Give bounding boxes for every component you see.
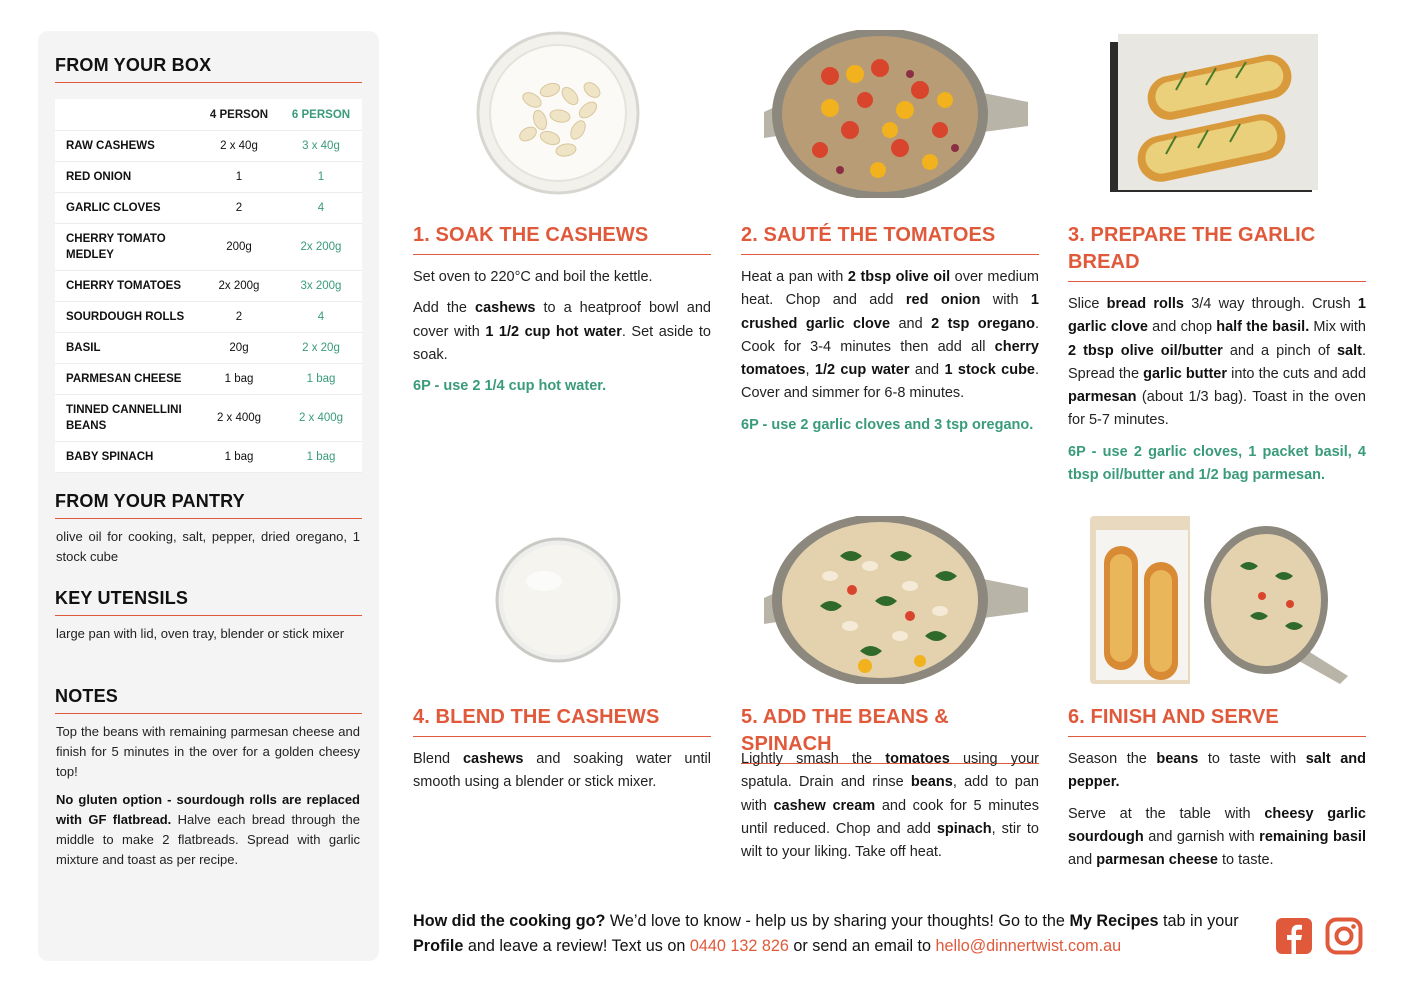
step-3-paragraph <box>1068 293 1366 433</box>
qty-4-person: 1 <box>198 162 280 193</box>
facebook-icon[interactable] <box>1275 917 1313 955</box>
step-highlight: parmesan cheese <box>1096 852 1218 869</box>
table-row <box>55 302 362 333</box>
step-text: . Set aside to soak. <box>413 323 711 363</box>
step-text: Slice <box>1068 296 1107 312</box>
qty-6-person: 3x 200g <box>280 271 362 302</box>
step-highlight: remaining basil <box>1259 828 1366 845</box>
step-4-title: 4. BLEND THE CASHEWS <box>413 704 711 737</box>
step-text: Mix with <box>1309 319 1366 336</box>
pantry-heading: FROM YOUR PANTRY <box>55 491 362 519</box>
step-highlight: salt and pepper. <box>1068 751 1366 791</box>
qty-4-person: 20g <box>198 333 280 364</box>
ingredients-table <box>55 99 362 473</box>
ingredient-name: RAW CASHEWS <box>55 131 198 162</box>
step-text: with <box>980 292 1031 309</box>
step-text: 3/4 way through. Crush <box>1183 296 1358 312</box>
footer-question: How did the cooking go? <box>413 912 606 930</box>
notes-heading: NOTES <box>55 686 362 714</box>
step-text: Heat a pan with <box>741 269 848 285</box>
instagram-icon[interactable] <box>1325 917 1363 955</box>
footer-text-4: or send an email to <box>788 937 936 955</box>
step-1-six-person-note: 6P - use 2 1/4 cup hot water. <box>413 378 607 395</box>
feedback-footer <box>413 909 1263 959</box>
footer-my-recipes: My Recipes <box>1069 912 1159 930</box>
step-text: and cook for 5 minutes until reduced. Chop and add <box>741 797 1039 837</box>
header-6-person: 6 PERSON <box>280 99 362 131</box>
step-4-paragraph <box>413 748 711 795</box>
qty-4-person: 2 <box>198 302 280 333</box>
utensils-text: large pan with lid, oven tray, blender or stick mixer <box>56 626 345 641</box>
ingredient-name: RED ONION <box>55 162 198 193</box>
notes-gluten-rest: Halve each bread through the middle to make 2 flatbreads. Spread with garlic mixture and toast as per recipe. <box>56 812 360 867</box>
step-highlight: beans <box>1156 751 1199 767</box>
step-text: and soaking water until smooth using a blender or stick mixer. <box>413 751 711 791</box>
step-text: Set oven to 220°C and boil the kettle. <box>413 269 653 285</box>
step-highlight: 1 stock cube <box>944 362 1035 379</box>
qty-4-person: 2 <box>198 193 280 224</box>
step-5-body <box>741 748 1039 872</box>
step-2-six-person-note: 6P - use 2 garlic cloves and 3 tsp oregano. <box>741 416 1034 433</box>
step-highlight: beans <box>910 774 953 791</box>
qty-6-person: 2 x 20g <box>280 333 362 364</box>
step-text: and <box>1068 852 1097 869</box>
garlic-bread-tray-image <box>1106 30 1324 198</box>
qty-6-person: 2x 200g <box>280 224 362 271</box>
table-row <box>55 131 362 162</box>
step-3-title: 3. PREPARE THE GARLIC BREAD <box>1068 222 1366 282</box>
table-row <box>55 224 362 271</box>
step-highlight: 1 garlic clove <box>1068 296 1366 336</box>
step-3-body <box>1068 293 1366 495</box>
step-highlight: cashews <box>462 751 524 767</box>
step-text: to a heatproof bowl and cover with <box>413 300 711 340</box>
notes-text-2 <box>56 790 360 870</box>
step-text: Add the <box>413 300 475 317</box>
step-text: and chop <box>1147 319 1217 336</box>
step-highlight: spinach <box>936 820 992 837</box>
step-text: over medium heat. Chop and add <box>741 269 1039 309</box>
step-5-title: 5. ADD THE BEANS & SPINACH <box>741 704 1039 764</box>
step-text: Season the <box>1068 751 1157 767</box>
ingredient-name: BABY SPINACH <box>55 442 198 473</box>
step-text: and <box>890 315 932 332</box>
step-text: into the cuts and add <box>1227 365 1367 382</box>
step-highlight: 2 tsp oregano <box>931 315 1035 332</box>
ingredient-name: SOURDOUGH ROLLS <box>55 302 198 333</box>
step-1-paragraph <box>413 266 711 289</box>
ingredient-name: GARLIC CLOVES <box>55 193 198 224</box>
table-row <box>55 333 362 364</box>
phone-link[interactable]: 0440 132 826 <box>689 937 789 955</box>
table-row <box>55 271 362 302</box>
qty-4-person: 1 bag <box>198 442 280 473</box>
step-highlight: cashew cream <box>773 797 876 814</box>
step-3-six-person-note: 6P - use 2 garlic cloves, 1 packet basil, 4 tbsp oil/butter and 1/2 bag parmesan. <box>1068 443 1366 484</box>
ingredient-name: TINNED CANNELLINI BEANS <box>55 395 198 442</box>
step-highlight: red onion <box>905 292 981 309</box>
cashews-bowl-image <box>470 30 646 196</box>
step-text: , add to pan with <box>741 774 1039 814</box>
step-text: Lightly smash the <box>741 751 886 767</box>
step-text: , stir to wilt to your liking. Take off heat. <box>741 820 1039 861</box>
step-5-paragraph <box>741 748 1039 864</box>
qty-6-person: 2 x 400g <box>280 395 362 442</box>
step-highlight: 2 tbsp olive oil/butter <box>1068 342 1223 359</box>
finished-dish-image <box>1090 516 1350 684</box>
step-text: and a pinch of <box>1222 342 1337 359</box>
ingredient-name: CHERRY TOMATOES <box>55 271 198 302</box>
qty-6-person: 1 bag <box>280 364 362 395</box>
step-text: Blend <box>413 751 463 767</box>
qty-6-person: 1 <box>280 162 362 193</box>
step-highlight: parmesan <box>1068 389 1137 406</box>
table-row <box>55 364 362 395</box>
qty-4-person: 2 x 400g <box>198 395 280 442</box>
email-link[interactable]: hello@dinnertwist.com.au <box>935 937 1122 955</box>
table-row <box>55 395 362 442</box>
qty-6-person: 1 bag <box>280 442 362 473</box>
step-highlight: cashews <box>475 300 536 317</box>
table-row <box>55 193 362 224</box>
step-1-title: 1. SOAK THE CASHEWS <box>413 222 711 255</box>
footer-text-3: and leave a review! Text us on <box>463 937 690 955</box>
step-6-paragraph <box>1068 803 1366 873</box>
table-header-row <box>55 99 362 131</box>
tomatoes-pan-image <box>760 30 1030 198</box>
step-text: to taste. <box>1217 852 1274 869</box>
table-row <box>55 442 362 473</box>
step-highlight: cheesy garlic sourdough <box>1068 805 1366 845</box>
header-blank <box>55 99 198 131</box>
step-highlight: 1 crushed garlic clove <box>741 292 1039 332</box>
from-box-heading: FROM YOUR BOX <box>55 55 362 83</box>
qty-4-person: 200g <box>198 224 280 271</box>
step-text: (about 1/3 bag). Toast in the oven for 5-7 minutes. <box>1068 389 1366 429</box>
cashew-cream-image <box>494 536 622 664</box>
utensils-heading: KEY UTENSILS <box>55 588 362 616</box>
ingredient-name: BASIL <box>55 333 198 364</box>
footer-text-2: tab in your <box>1158 912 1239 930</box>
step-highlight: 1 1/2 cup hot water <box>485 323 622 340</box>
step-highlight: bread rolls <box>1106 296 1184 312</box>
step-text: and <box>909 362 945 379</box>
step-1-body <box>413 266 711 406</box>
notes-text-1: Top the beans with remaining parmesan cheese and finish for 5 minutes in the over for a golden cheesy top! <box>56 724 360 779</box>
table-row <box>55 162 362 193</box>
qty-4-person: 1 bag <box>198 364 280 395</box>
step-highlight: tomatoes <box>885 751 950 767</box>
step-text: . Cook for 3-4 minutes then add all <box>741 315 1039 355</box>
step-2-paragraph <box>741 266 1039 406</box>
qty-6-person: 4 <box>280 193 362 224</box>
step-6-paragraph <box>1068 748 1366 795</box>
footer-text-1: We’d love to know - help us by sharing your thoughts! Go to the <box>605 912 1070 930</box>
qty-6-person: 4 <box>280 302 362 333</box>
step-text: , <box>805 362 815 379</box>
step-2-body <box>741 266 1039 445</box>
step-6-title: 6. FINISH AND SERVE <box>1068 704 1366 737</box>
step-text: Serve at the table with <box>1068 805 1265 822</box>
pantry-text: olive oil for cooking, salt, pepper, dried oregano, 1 stock cube <box>56 529 360 564</box>
step-text: using your spatula. Drain and rinse <box>741 751 1039 791</box>
footer-profile: Profile <box>413 937 464 955</box>
qty-4-person: 2x 200g <box>198 271 280 302</box>
step-highlight: salt <box>1336 342 1362 359</box>
step-text: and garnish with <box>1143 828 1260 845</box>
step-highlight: half the basil. <box>1216 319 1310 336</box>
step-highlight: garlic butter <box>1143 365 1227 382</box>
step-4-body <box>413 748 711 803</box>
ingredient-name: CHERRY TOMATO MEDLEY <box>55 224 198 271</box>
step-highlight: 1/2 cup water <box>814 362 910 379</box>
qty-4-person: 2 x 40g <box>198 131 280 162</box>
step-highlight: 2 tbsp olive oil <box>847 269 951 285</box>
step-text: to taste with <box>1198 751 1306 767</box>
header-4-person: 4 PERSON <box>198 99 280 131</box>
step-6-body <box>1068 748 1366 880</box>
notes-gluten-bold: No gluten option - sourdough rolls are replaced with GF flatbread. <box>56 792 360 827</box>
step-1-paragraph <box>413 297 711 367</box>
qty-6-person: 3 x 40g <box>280 131 362 162</box>
step-text: . Cover and simmer for 6-8 minutes. <box>741 362 1040 402</box>
step-2-title: 2. SAUTÉ THE TOMATOES <box>741 222 1039 255</box>
beans-spinach-pan-image <box>760 516 1030 684</box>
step-text: . Spread the <box>1068 342 1366 382</box>
ingredients-panel <box>38 31 379 961</box>
ingredient-name: PARMESAN CHEESE <box>55 364 198 395</box>
step-highlight: cherry tomatoes <box>741 338 1039 379</box>
